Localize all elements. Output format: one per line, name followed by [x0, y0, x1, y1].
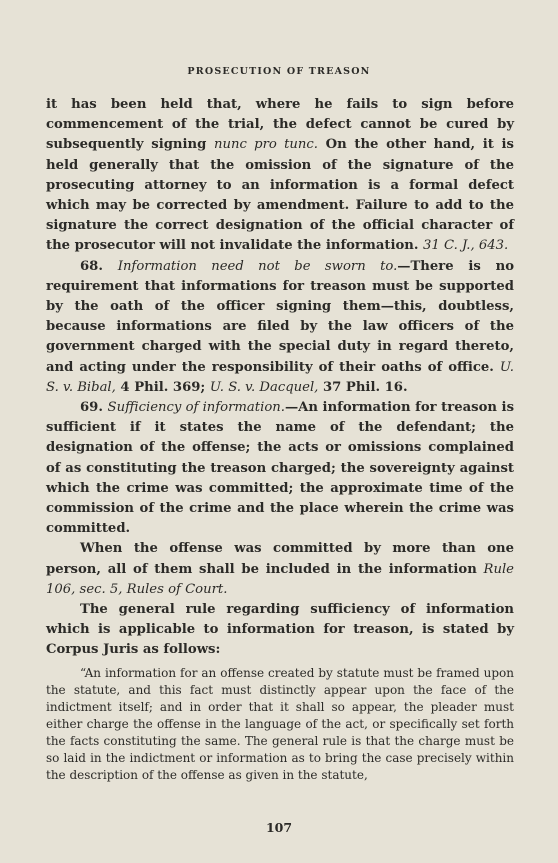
paragraph-text: it has been held that, where he fails to sign before commencement of the trial, the defect cannot be cured by subsequently signing [46, 97, 514, 153]
section-heading: Sufficiency of information. [107, 400, 285, 416]
running-header: PROSECUTION OF TREASON [187, 66, 371, 77]
section-heading: Information need not be sworn to. [117, 258, 398, 274]
citation: U. S. v. Bibal, [46, 359, 514, 395]
paragraph-multiple-offenders [46, 539, 514, 600]
citation: 31 C. J., 643. [423, 238, 509, 254]
section-number: 68. [80, 258, 118, 274]
citation: Rule 106, sec. 5, Rules of Court. [46, 561, 514, 597]
paragraph-text: On the other hand, it is held generally that the omission of the signature of the prosecuting attorney to an information is a formal defect which may be corrected by amendment. Failure to add to the signature the correct designation of the official character of the prosecutor will not invalidate the information. [46, 137, 514, 254]
paragraph-text: —An information for treason is sufficient if it states the name of the defendant; the designation of the offense; the acts or omissions complained of as constituting the treason charged; the sovereignty against which the crime was committed; the approximate time of the commission of the crime and the place wherein the crime was committed. [46, 400, 514, 537]
citation: U. S. v. Dacquel, [209, 379, 319, 395]
page-body [46, 95, 514, 784]
section-number: 69. [80, 400, 108, 416]
citation-ref: 4 Phil. 369; [115, 379, 210, 395]
paragraph-general-rule [46, 600, 514, 661]
section-68 [46, 257, 514, 398]
section-69 [46, 398, 514, 539]
paragraph-continuation [46, 95, 514, 257]
paragraph-text: The general rule regarding sufficiency of information which is applicable to information for treason, is stated by Corpus Juris as follows: [46, 602, 514, 658]
latin-phrase: nunc pro tunc. [214, 137, 318, 153]
citation-ref: 37 Phil. 16. [318, 379, 408, 395]
page-number: 107 [265, 820, 293, 835]
block-quote: “An information for an offense created by statute must be framed upon the statute, and this fact must distinctly appear upon the face of the indictment itself; and in order that it shall so appear, the pleader must either charge the offense in the language of the act, or specifically set forth the facts constituting the same. The general rule is that the charge must be so laid in the indictment or information as to bring the case precisely within the description of the offense as given in the statute, [46, 665, 514, 782]
paragraph-text: —There is no requirement that informations for treason must be supported by the oath of the officer signing them—this, doubtless, because informations are filed by the law officers of the government charged with the special duty in regard thereto, and acting under the responsibility of their oaths of office. [46, 258, 514, 375]
paragraph-text: When the offense was committed by more than one person, all of them shall be included in the information [46, 541, 514, 577]
